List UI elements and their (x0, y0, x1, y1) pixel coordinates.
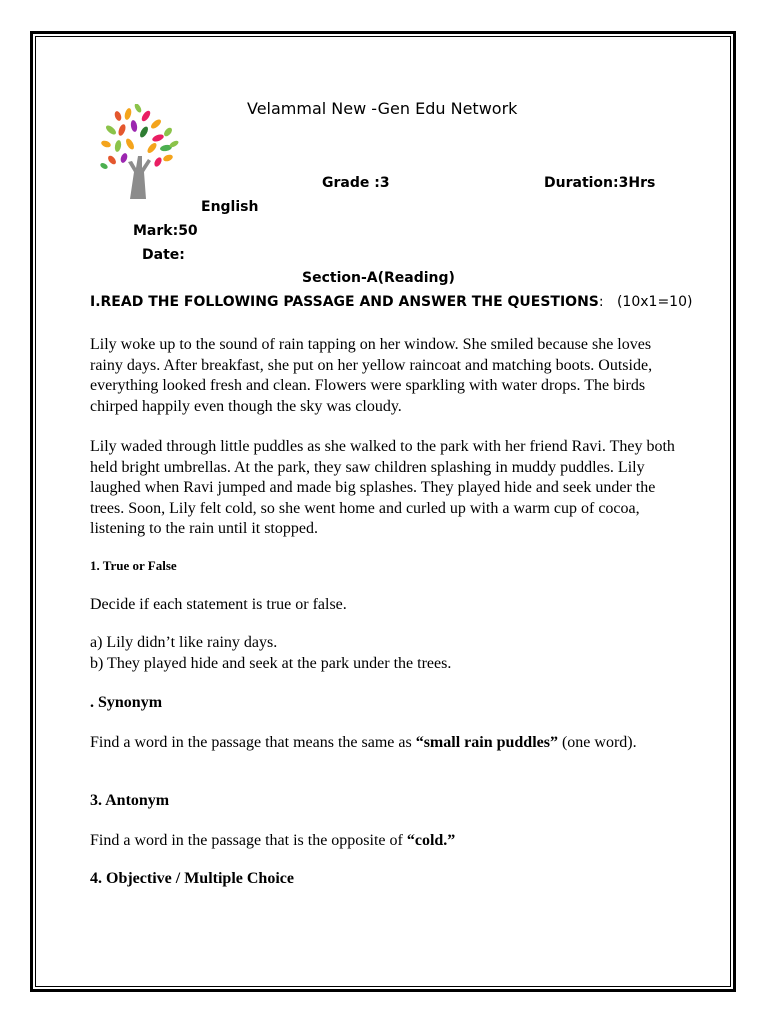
q3-text (90, 831, 680, 852)
duration-label: Duration:3Hrs (544, 175, 656, 191)
section-title: Section-A(Reading) (302, 270, 455, 286)
grade-label: Grade :3 (322, 175, 390, 191)
passage-paragraph-1: Lily woke up to the sound of rain tapping on her window. She smiled because she loves rainy days. After breakfast, she put on her yellow raincoat and matching boots. Outside, everything looked fresh and clean. Flowers were sparkling with water drops. The birds chirped happily even though the sky was cloudy. (90, 336, 653, 415)
date-label: Date: (142, 247, 185, 263)
q2-text (90, 733, 680, 754)
instruction-text: I.READ THE FOLLOWING PASSAGE AND ANSWER THE QUESTIONS (90, 294, 599, 310)
marks-label: Mark:50 (133, 223, 198, 239)
q3-bold-word: “cold.” (406, 832, 456, 849)
q1-statement-a: a) Lily didn’t like rainy days. (90, 634, 278, 651)
subject-label: English (201, 199, 259, 215)
q2-title: . Synonym (90, 694, 163, 711)
q1-title: 1. True or False (90, 558, 177, 573)
q3-title: 3. Antonym (90, 792, 170, 809)
org-name: Velammal New -Gen Edu Network (247, 99, 518, 118)
instruction-marks: (10x1=10) (616, 294, 693, 310)
q3-text-before: Find a word in the passage that is the opposite of (90, 832, 407, 849)
q1-instruction: Decide if each statement is true or false. (90, 596, 347, 613)
instruction-colon: : (598, 294, 604, 310)
q2-text-after: (one word). (557, 734, 637, 751)
q2-text-before: Find a word in the passage that means the same as (90, 734, 416, 751)
q4-title: 4. Objective / Multiple Choice (90, 870, 294, 887)
section-instruction (90, 294, 692, 310)
q2-bold-phrase: “small rain puddles” (415, 734, 558, 751)
tree-logo-icon (98, 104, 182, 200)
passage-paragraph-2: Lily waded through little puddles as she walked to the park with her friend Ravi. They both held bright umbrellas. At the park, they saw children splashing in muddy puddles. Lily laughed when Ravi jumped and made big splashes. They played hide and seek under the trees. Soon, Lily felt cold, so she went home and curled up with a warm cup of cocoa, listening to the rain until it stopped. (90, 438, 675, 537)
q1-statement-b: b) They played hide and seek at the park under the trees. (90, 655, 452, 672)
